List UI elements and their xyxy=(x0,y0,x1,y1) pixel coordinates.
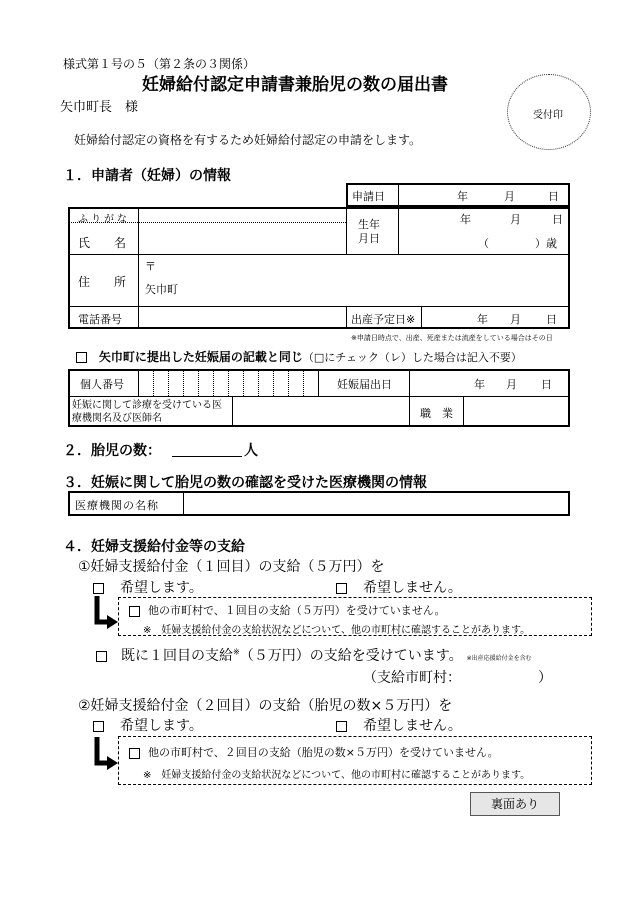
back-side-button[interactable]: 裏面あり xyxy=(470,792,560,816)
q2-note-2: ※ 妊婦支援給付金の支給状況などについて、他の市町村に確認することがあります。 xyxy=(143,770,531,781)
q2-nowish[interactable] xyxy=(336,715,462,735)
city-field: （支給市町村： ） xyxy=(363,670,552,686)
due-date-label: 出産予定日※ xyxy=(351,313,416,326)
q1-nowish-label: 希望しません。 xyxy=(363,580,462,596)
q1-note-checkbox[interactable] xyxy=(129,606,140,617)
q2-wish-checkbox[interactable] xyxy=(93,721,104,732)
due-date-note: ※申請日時点で、出産、死産または流産をしている場合はその日 xyxy=(351,334,553,342)
preg-day: 日 xyxy=(541,378,552,391)
due-year: 年 xyxy=(477,313,488,326)
address-label: 住 所 xyxy=(78,275,127,289)
section2-heading: ２．胎児の数： xyxy=(63,443,161,459)
section4-heading: ４．妊婦支援給付金等の支給 xyxy=(63,539,245,555)
preg-month: 月 xyxy=(506,378,517,391)
apply-year: 年 xyxy=(457,190,468,203)
q1-nowish-checkbox[interactable] xyxy=(336,583,347,594)
clinic-name-label: 医療機関の名称 xyxy=(75,499,159,512)
phone-label: 電話番号 xyxy=(78,313,122,326)
q1-text: ①妊婦支援給付金（１回目）の支給（５万円）を xyxy=(78,559,385,575)
section3-heading: ３．妊娠に関して胎児の数の確認を受けた医療機関の情報 xyxy=(63,475,427,491)
personal-number-label: 個人番号 xyxy=(80,378,124,391)
clinic-doctor-label: 妊娠に関して診療を受けている医療機関名及び医師名 xyxy=(72,400,222,424)
furigana-label: ふりがな xyxy=(78,214,130,225)
section1-heading: １．申請者（妊婦）の情報 xyxy=(63,168,231,184)
form-number: 様式第１号の５（第２条の３関係） xyxy=(63,57,256,71)
q1-nowish[interactable] xyxy=(336,577,462,597)
same-suffix: （□にチェック（レ）した場合は記入不要） xyxy=(302,351,522,364)
q1-wish-label: 希望します。 xyxy=(120,580,203,596)
already-sup: ※ xyxy=(233,647,240,657)
stamp-label: 受付印 xyxy=(533,110,563,121)
reception-stamp-circle xyxy=(507,74,591,150)
down-right-arrow-icon xyxy=(92,596,120,632)
birth-label: 生年月日 xyxy=(358,218,380,245)
already-small: ※出産応援給付金を含む xyxy=(466,655,532,662)
already-checkbox[interactable] xyxy=(96,651,107,662)
preg-year: 年 xyxy=(474,378,485,391)
postal-mark: 〒 xyxy=(145,260,156,273)
q2-nowish-label: 希望しません。 xyxy=(363,718,462,734)
q2-wish-label: 希望します。 xyxy=(120,718,203,734)
addressee: 矢巾町長 様 xyxy=(60,100,139,115)
apply-date-label: 申請日 xyxy=(352,190,385,203)
q1-note-2: ※ 妊婦支援給付金の支給状況などについて、他の市町村に確認することがあります。 xyxy=(143,625,531,636)
apply-day: 日 xyxy=(548,190,559,203)
same-title: 矢巾町に提出した妊娠届の記載と同じ xyxy=(98,350,303,364)
birth-month: 月 xyxy=(510,213,521,226)
already-a: 既に１回目の支給 xyxy=(121,648,233,664)
name-label: 氏 名 xyxy=(78,236,127,250)
q2-note-1-text: 他の市町村で、２回目の支給（胎児の数×５万円）を受けていません。 xyxy=(148,746,499,759)
intro-text: 妊婦給付認定の資格を有するため妊婦給付認定の申請をします。 xyxy=(74,133,422,147)
page-title: 妊婦給付認定申請書兼胎児の数の届出書 xyxy=(142,75,448,95)
q2-wish[interactable] xyxy=(93,715,203,735)
apply-month: 月 xyxy=(504,190,515,203)
applicant-table xyxy=(68,207,570,329)
already-b: （５万円）の支給を受けています。 xyxy=(239,648,463,664)
birth-day: 日 xyxy=(552,213,563,226)
fetus-unit: 人 xyxy=(244,443,258,459)
q2-nowish-checkbox[interactable] xyxy=(336,721,347,732)
already-received[interactable] xyxy=(96,645,532,665)
q2-text: ②妊婦支援給付金（２回目）の支給（胎児の数×５万円）を xyxy=(78,698,453,714)
down-right-arrow-icon xyxy=(92,737,120,773)
same-checkbox[interactable] xyxy=(76,352,87,363)
age-suffix: ）歳 xyxy=(535,237,557,250)
q1-wish-checkbox[interactable] xyxy=(93,583,104,594)
job-label: 職 業 xyxy=(420,407,453,420)
due-month: 月 xyxy=(510,313,521,326)
q2-note-1 xyxy=(129,744,499,760)
q2-note-checkbox[interactable] xyxy=(129,748,140,759)
same-as-notification xyxy=(76,348,522,365)
q1-note-1 xyxy=(129,602,445,618)
due-day: 日 xyxy=(546,313,557,326)
pregnancy-date-label: 妊娠届出日 xyxy=(337,378,392,391)
q1-wish[interactable] xyxy=(93,577,203,597)
birth-year: 年 xyxy=(460,213,471,226)
age-paren-open: （ xyxy=(478,237,489,250)
town-name: 矢巾町 xyxy=(145,283,178,296)
q1-note-1-text: 他の市町村で、１回目の支給（５万円）を受けていません。 xyxy=(148,604,446,617)
